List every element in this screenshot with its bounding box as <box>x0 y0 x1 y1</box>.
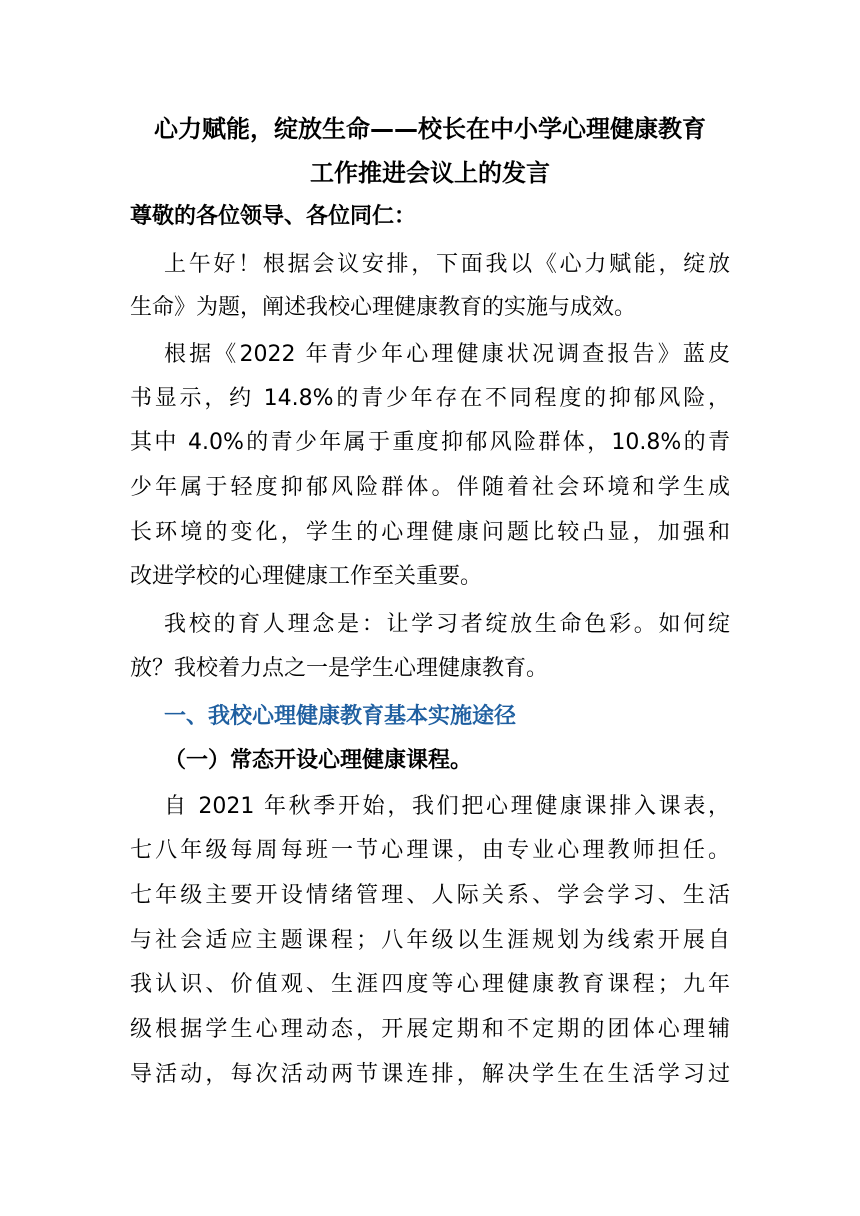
paragraph-line: 级根据学生心理动态，开展定期和不定期的团体心理辅 <box>130 1017 730 1042</box>
paragraph-line: 我校的育人理念是：让学习者绽放生命色彩。如何绽 <box>164 612 730 637</box>
paragraph-line: 自 2021 年秋季开始，我们把心理健康课排入课表， <box>164 794 730 819</box>
paragraph-line: 导活动，每次活动两节课连排，解决学生在生活学习过 <box>130 1062 730 1087</box>
document-title-line-1: 心力赋能，绽放生命——校长在中小学心理健康教育 <box>154 115 706 143</box>
section-heading: 一、我校心理健康教育基本实施途径 <box>164 704 517 729</box>
paragraph-line: 生命》为题，阐述我校心理健康教育的实施与成效。 <box>130 295 637 320</box>
salutation: 尊敬的各位领导、各位同仁： <box>130 204 417 229</box>
paragraph-line: 少年属于轻度抑郁风险群体。伴随着社会环境和学生成 <box>130 475 730 500</box>
paragraph-line: 与社会适应主题课程；八年级以生涯规划为线索开展自 <box>130 928 730 953</box>
paragraph-line: 书显示，约 14.8%的青少年存在不同程度的抑郁风险， <box>130 386 730 411</box>
paragraph-line: 其中 4.0%的青少年属于重度抑郁风险群体，10.8%的青 <box>130 430 730 455</box>
paragraph-line: 七年级主要开设情绪管理、人际关系、学会学习、生活 <box>130 883 730 908</box>
paragraph-line: 根据《2022 年青少年心理健康状况调查报告》蓝皮 <box>164 342 730 367</box>
document-title-line-2: 工作推进会议上的发言 <box>310 159 550 187</box>
paragraph-line: 我认识、价值观、生涯四度等心理健康教育课程；九年 <box>130 972 730 997</box>
subsection-heading: （一）常态开设心理健康课程。 <box>164 748 473 773</box>
paragraph-line: 放？我校着力点之一是学生心理健康教育。 <box>130 656 549 681</box>
paragraph-line: 长环境的变化，学生的心理健康问题比较凸显，加强和 <box>130 520 730 545</box>
paragraph-line: 改进学校的心理健康工作至关重要。 <box>130 564 483 589</box>
paragraph-line: 上午好！根据会议安排，下面我以《心力赋能，绽放 <box>164 252 730 277</box>
paragraph-line: 七八年级每周每班一节心理课，由专业心理教师担任。 <box>130 838 730 863</box>
